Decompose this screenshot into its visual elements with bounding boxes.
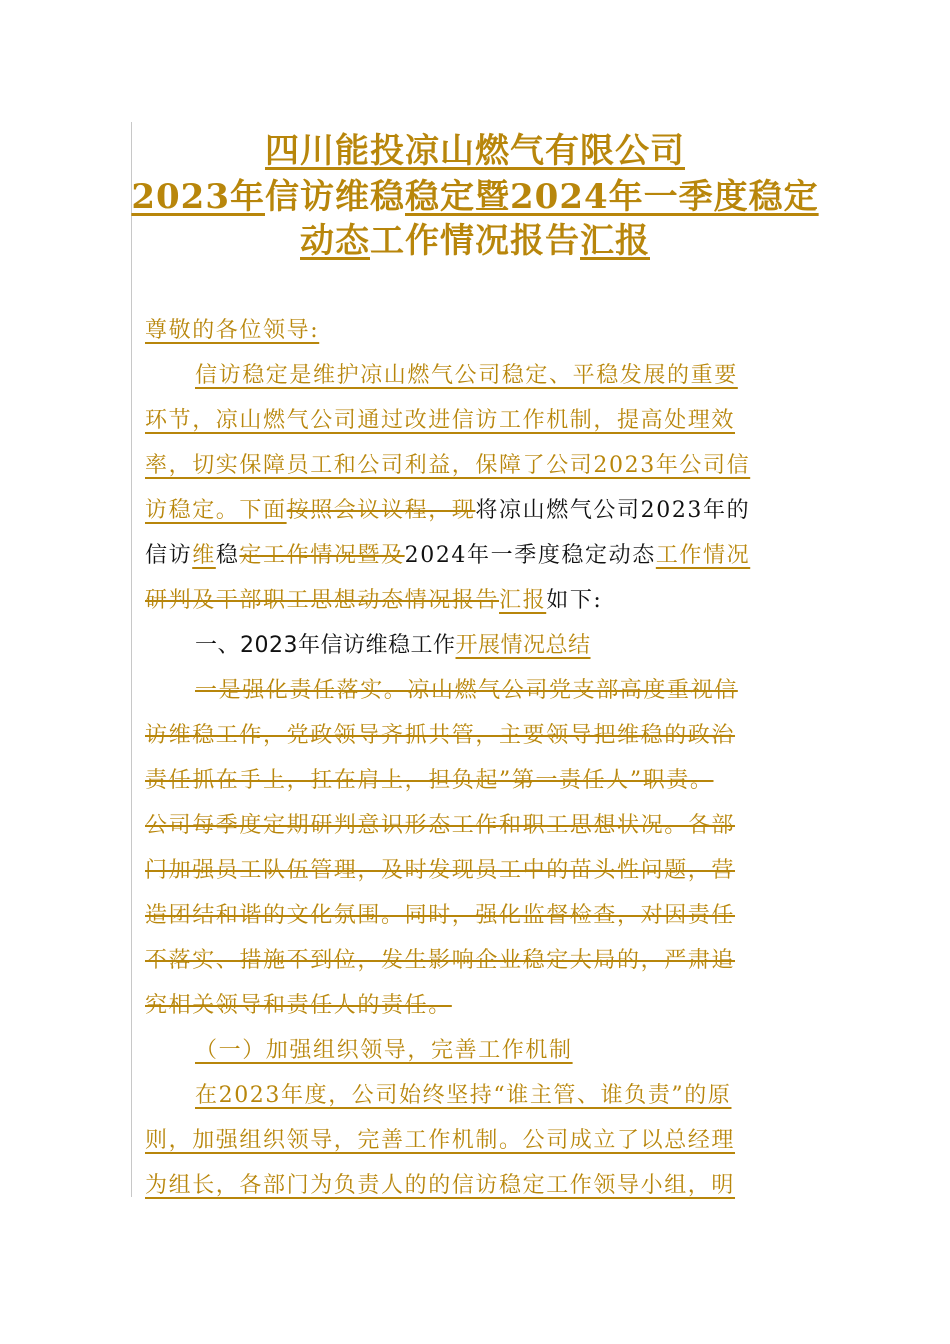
page-margin-line	[131, 122, 132, 1197]
title-line-2	[0, 174, 950, 220]
title-topic: 信访维稳	[265, 177, 405, 217]
subsection-heading-1: （一）加强组织领导，完善工作机制	[195, 1038, 573, 1063]
title-company-name: 四川能投凉山燃气有限公司	[265, 131, 685, 171]
title-line-1	[0, 128, 950, 174]
deleted-paragraph-line-7: 不落实、措施不到位，发生影响企业稳定大局的，严肃追	[145, 948, 736, 973]
paragraph-2-line-1: 在2023年度，公司始终坚持“谁主管、谁负责”的原	[195, 1083, 732, 1108]
deleted-paragraph-line-5: 门加强员工队伍管理，及时发现员工中的苗头性问题，营	[145, 858, 736, 883]
title-dynamic: 动态	[300, 221, 370, 261]
deleted-paragraph-line-6: 造团结和谐的文化氛围。同时，强化监督检查，对因责任	[145, 903, 736, 928]
paragraph-1-line-4: 访稳定。下面按照会议议程，现将凉山燃气公司2023年的	[145, 498, 751, 523]
title-line-3	[0, 218, 950, 264]
deleted-paragraph-line-2: 访维稳工作，党政领导齐抓共管，主要领导把维稳的政治	[145, 723, 736, 748]
deleted-paragraph-line-3: 责任抓在手上，扛在肩上，担负起”第一责任人”职责。	[145, 768, 714, 793]
title-work-report: 工作情况报告	[370, 221, 580, 261]
section-heading-1: 一、2023年信访维稳工作开展情况总结	[195, 633, 591, 658]
title-year-inserted: 2023年	[131, 177, 265, 217]
paragraph-1-line-3: 率，切实保障员工和公司利益，保障了公司2023年公司信	[145, 453, 751, 478]
paragraph-2-line-3: 为组长，各部门为负责人的的信访稳定工作领导小组，明	[145, 1173, 736, 1198]
paragraph-2-line-2: 则，加强组织领导，完善工作机制。公司成立了以总经理	[145, 1128, 736, 1153]
deleted-paragraph-line-4: 公司每季度定期研判意识形态工作和职工思想状况。各部	[145, 813, 736, 838]
paragraph-1-line-5: 信访维稳定工作情况暨及2024年一季度稳定动态工作情况	[145, 543, 751, 568]
salutation: 尊敬的各位领导:	[145, 318, 320, 343]
deleted-paragraph-line-8: 究相关领导和责任人的责任。	[145, 993, 452, 1018]
paragraph-1-line-6: 研判及干部职工思想动态情况报告汇报如下:	[145, 588, 603, 613]
paragraph-1-line-1: 信访稳定是维护凉山燃气公司稳定、平稳发展的重要	[195, 363, 738, 388]
title-topic-inserted: 稳定暨2024年一季度稳定	[405, 177, 819, 217]
title-huibao: 汇报	[580, 221, 650, 261]
deleted-paragraph-line-1: 一是强化责任落实。凉山燃气公司党支部高度重视信	[195, 678, 738, 703]
paragraph-1-line-2: 环节，凉山燃气公司通过改进信访工作机制，提高处理效	[145, 408, 736, 433]
